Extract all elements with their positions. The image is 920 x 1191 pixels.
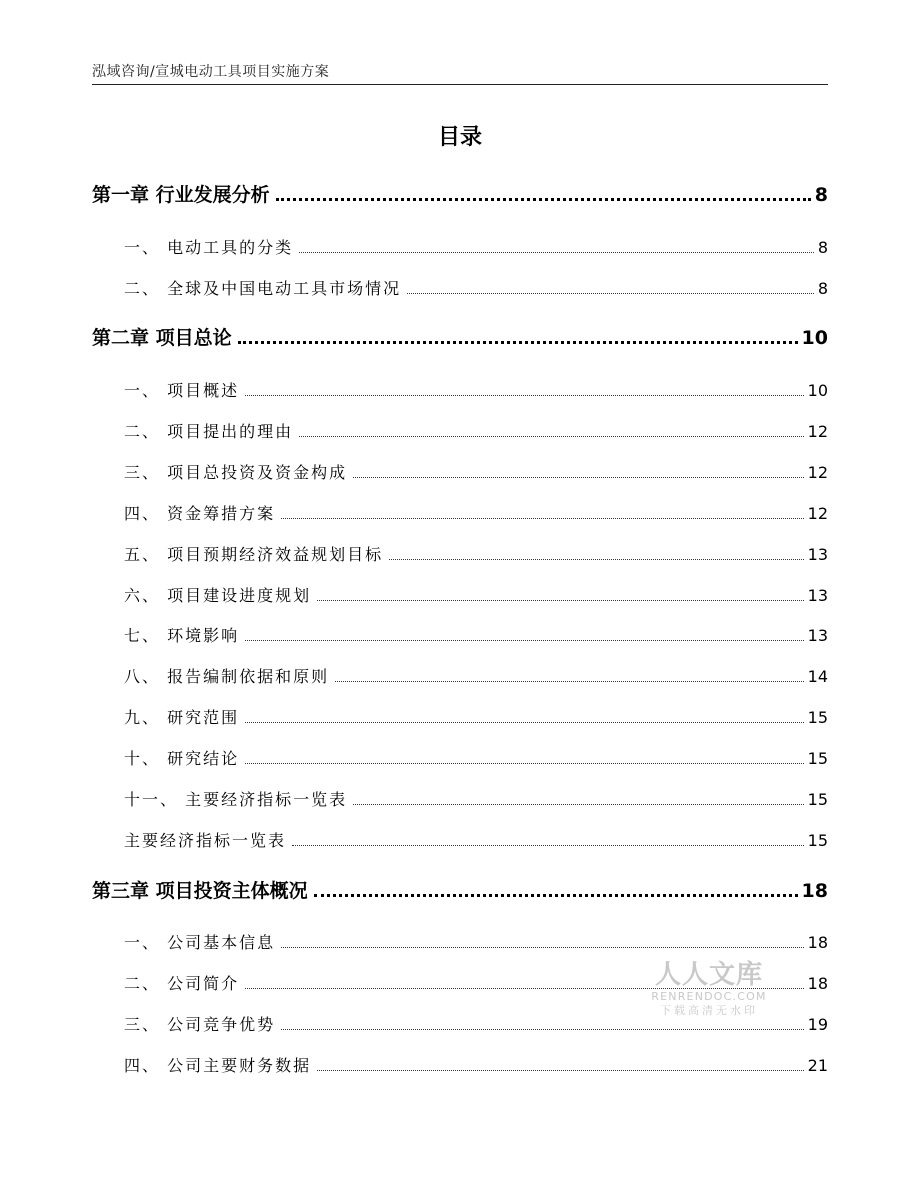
toc-entry-page: 15 <box>807 749 828 768</box>
dot-leader <box>314 894 798 897</box>
dot-leader <box>317 600 804 601</box>
toc-entry-label: 第三章 项目投资主体概况 <box>92 880 308 902</box>
dot-leader <box>299 252 814 253</box>
toc-entry[interactable] <box>124 543 828 567</box>
toc-entry-page: 13 <box>807 626 828 645</box>
toc-entry-page: 12 <box>807 463 828 482</box>
toc-entry[interactable] <box>124 788 828 812</box>
toc-entry[interactable] <box>124 461 828 485</box>
toc-entry-page: 14 <box>807 667 828 686</box>
toc-entry-page: 18 <box>807 933 828 952</box>
watermark-tagline: 下载高清无水印 <box>660 1004 758 1017</box>
watermark <box>648 960 770 1019</box>
document-header: 泓域咨询/宣城电动工具项目实施方案 <box>92 64 330 80</box>
toc-entry-label: 二、 全球及中国电动工具市场情况 <box>124 279 402 298</box>
dot-leader <box>335 681 804 682</box>
toc-entry-chapter[interactable] <box>92 183 828 207</box>
toc-entry[interactable] <box>124 706 828 730</box>
dot-leader <box>353 477 804 478</box>
toc-entry[interactable] <box>124 624 828 648</box>
toc-entry-page: 10 <box>807 381 828 400</box>
toc-entry-label: 五、 项目预期经济效益规划目标 <box>124 545 384 564</box>
toc-entry-label: 六、 项目建设进度规划 <box>124 586 312 605</box>
toc-entry[interactable] <box>124 665 828 689</box>
dot-leader <box>245 395 804 396</box>
toc-entry-label: 二、 公司简介 <box>124 974 240 993</box>
dot-leader <box>292 845 804 846</box>
dot-leader <box>245 722 804 723</box>
toc-entry-page: 12 <box>807 504 828 523</box>
toc-entry-label: 七、 环境影响 <box>124 626 240 645</box>
toc-entry-label: 九、 研究范围 <box>124 708 240 727</box>
toc-entry-chapter[interactable] <box>92 879 828 903</box>
toc-entry-label: 十、 研究结论 <box>124 749 240 768</box>
toc-entry[interactable] <box>124 829 828 853</box>
toc-entry-page: 8 <box>817 238 828 257</box>
dot-leader <box>281 518 804 519</box>
toc-entry-page: 13 <box>807 586 828 605</box>
toc-entry-label: 一、 公司基本信息 <box>124 933 276 952</box>
toc-entry[interactable] <box>124 747 828 771</box>
toc-entry-label: 第一章 行业发展分析 <box>92 184 270 206</box>
toc-entry-page: 8 <box>814 184 828 206</box>
toc-entry[interactable] <box>124 277 828 301</box>
toc-entry-page: 18 <box>807 974 828 993</box>
dot-leader <box>245 640 804 641</box>
toc-entry-page: 8 <box>817 279 828 298</box>
toc-entry-page: 15 <box>807 708 828 727</box>
toc-entry-page: 21 <box>807 1056 828 1075</box>
toc-entry-label: 第二章 项目总论 <box>92 327 232 349</box>
toc-entry[interactable] <box>124 379 828 403</box>
toc-entry-chapter[interactable] <box>92 326 828 350</box>
dot-leader <box>281 1029 804 1030</box>
toc-entry[interactable] <box>124 584 828 608</box>
dot-leader <box>276 198 811 201</box>
toc-entry-page: 13 <box>807 545 828 564</box>
dot-leader <box>407 293 814 294</box>
toc-entry-label: 十一、 主要经济指标一览表 <box>124 790 348 809</box>
toc-entry[interactable] <box>124 420 828 444</box>
dot-leader <box>353 804 804 805</box>
toc-entry-label: 四、 公司主要财务数据 <box>124 1056 312 1075</box>
toc-entry-page: 15 <box>807 790 828 809</box>
toc-title: 目录 <box>437 125 482 150</box>
dot-leader <box>238 341 798 344</box>
toc-entry[interactable] <box>124 502 828 526</box>
toc-entry-page: 10 <box>801 327 828 349</box>
dot-leader <box>245 763 804 764</box>
watermark-logo: 人人文库 <box>654 960 763 990</box>
toc-entry-label: 三、 公司竞争优势 <box>124 1015 276 1034</box>
toc-entry[interactable] <box>124 236 828 260</box>
toc-entry-label: 二、 项目提出的理由 <box>124 422 294 441</box>
toc-entry-label: 一、 电动工具的分类 <box>124 238 294 257</box>
toc-entry-label: 四、 资金筹措方案 <box>124 504 276 523</box>
dot-leader <box>299 436 804 437</box>
toc-entry-page: 12 <box>807 422 828 441</box>
toc-entry-label: 三、 项目总投资及资金构成 <box>124 463 348 482</box>
toc-entry[interactable] <box>124 1054 828 1078</box>
toc-entry-page: 19 <box>807 1015 828 1034</box>
toc-entry-page: 15 <box>807 831 828 850</box>
dot-leader <box>317 1070 804 1071</box>
toc-entry-label: 主要经济指标一览表 <box>124 831 287 850</box>
watermark-url: RENRENDOC.COM <box>651 990 767 1003</box>
dot-leader <box>281 947 804 948</box>
toc-entry-label: 八、 报告编制依据和原则 <box>124 667 330 686</box>
toc-entry-page: 18 <box>801 880 828 902</box>
toc-entry-label: 一、 项目概述 <box>124 381 240 400</box>
dot-leader <box>389 559 804 560</box>
toc-entry[interactable] <box>124 931 828 955</box>
